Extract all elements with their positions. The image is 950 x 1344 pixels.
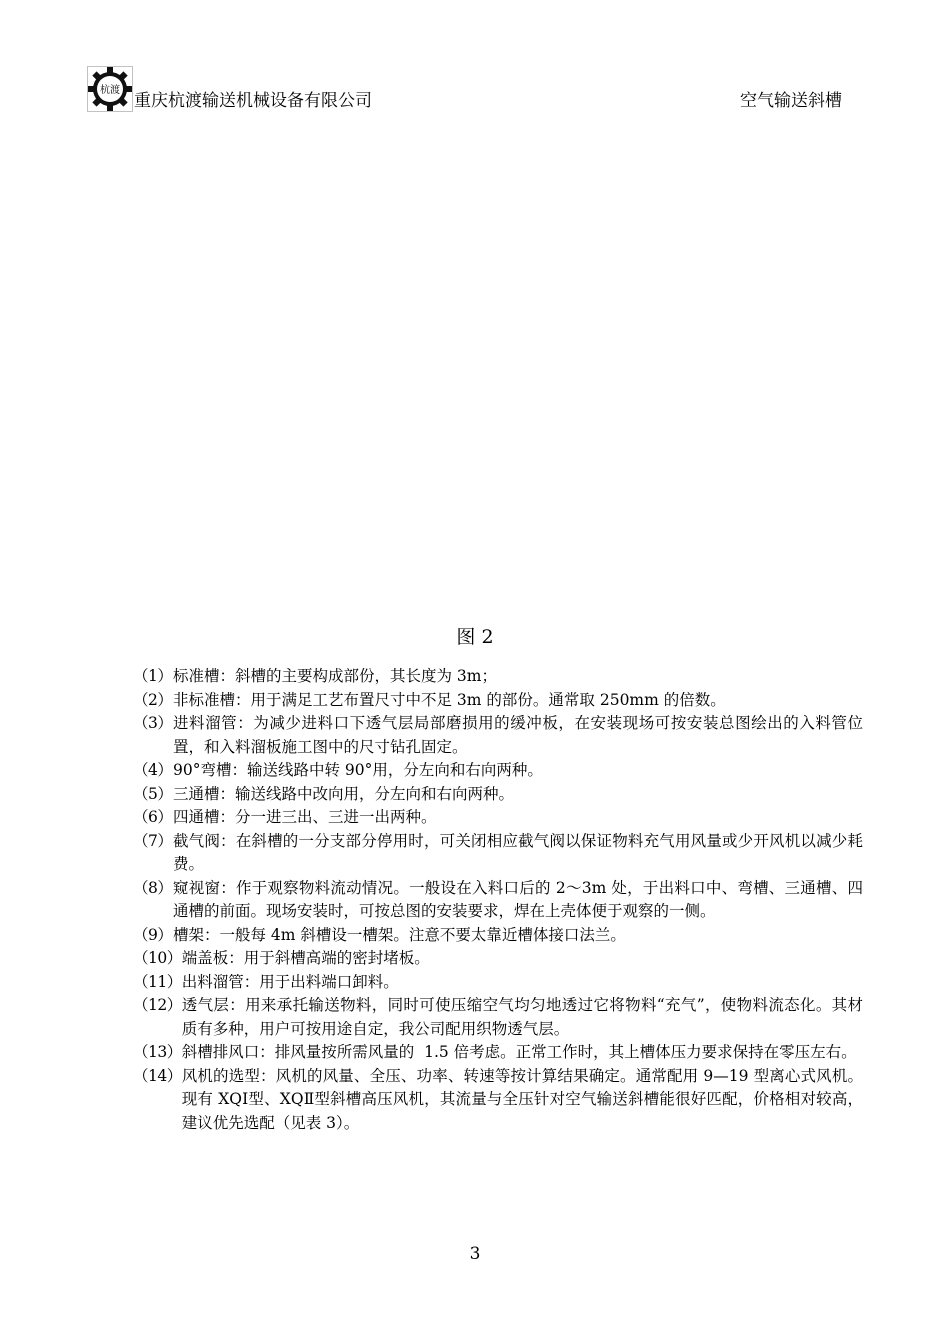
item-text: 90°弯槽：输送线路中转 90°用，分左向和右向两种。 <box>173 761 543 779</box>
item-text: 风机的选型：风机的风量、全压、功率、转速等按计算结果确定。通常配用 9—19 型离心式风机。现有 XQⅠ型、XQⅡ型斜槽高压风机，其流量与全压针对空气输送斜槽能很好匹配，价格相对较高，建议优先选配（见表 3）。 <box>181 1066 863 1132</box>
gear-logo-icon <box>87 66 133 112</box>
item-text: 非标准槽：用于满足工艺布置尺寸中不足 3m 的部份。通常取 250mm 的倍数。 <box>173 690 726 709</box>
item-number: （8） <box>133 878 173 897</box>
list-item <box>133 994 863 1041</box>
item-text: 四通槽：分一进三出、三进一出两种。 <box>173 808 437 826</box>
list-item <box>133 971 863 995</box>
item-number: （11） <box>133 972 182 991</box>
company-logo <box>87 66 133 112</box>
component-list <box>133 665 863 1135</box>
item-text: 标准槽：斜槽的主要构成部份，其长度为 3m； <box>173 667 497 685</box>
item-number: （3） <box>133 714 173 732</box>
page-number: 3 <box>469 1244 481 1264</box>
list-item <box>133 806 863 830</box>
list-item <box>133 947 863 971</box>
item-number: （5） <box>133 784 173 803</box>
item-number: （7） <box>133 831 173 850</box>
list-item <box>133 783 863 807</box>
item-number: （4） <box>133 761 173 779</box>
item-text: 斜槽排风口：排风量按所需风量的 1.5 倍考虑。正常工作时，其上槽体压力要求保持在零压左右。 <box>181 1043 857 1061</box>
item-text: 三通槽：输送线路中改向用，分左向和右向两种。 <box>173 784 515 803</box>
list-item <box>133 1041 863 1065</box>
list-item <box>133 689 863 713</box>
item-number: （6） <box>133 808 173 826</box>
list-item <box>133 830 863 877</box>
item-text: 出料溜管：用于出料端口卸料。 <box>181 972 399 991</box>
item-text: 进料溜管：为减少进料口下透气层局部磨损用的缓冲板，在安装现场可按安装总图绘出的入料管位置，和入料溜板施工图中的尺寸钻孔固定。 <box>173 714 863 756</box>
list-item <box>133 759 863 783</box>
item-number: （2） <box>133 690 173 709</box>
company-name: 重庆杭渡输送机械设备有限公司 <box>134 91 372 111</box>
item-number: （9） <box>133 925 173 944</box>
list-item <box>133 665 863 689</box>
item-text: 端盖板：用于斜槽高端的密封堵板。 <box>181 949 430 967</box>
item-number: （12） <box>133 996 182 1014</box>
document-title: 空气输送斜槽 <box>740 91 842 111</box>
logo-text: 杭渡 <box>100 85 120 96</box>
list-item <box>133 924 863 948</box>
item-text: 透气层：用来承托输送物料，同时可使压缩空气均匀地透过它将物料“充气”，使物料流态化。其材质有多种，用户可按用途自定，我公司配用织物透气层。 <box>181 996 863 1038</box>
item-text: 截气阀：在斜槽的一分支部分停用时，可关闭相应截气阀以保证物料充气用风量或少开风机以减少耗费。 <box>173 831 863 873</box>
item-number: （10） <box>133 949 182 967</box>
list-item <box>133 877 863 924</box>
item-number: （14） <box>133 1066 182 1085</box>
item-number: （1） <box>133 667 173 685</box>
figure-caption: 图 2 <box>456 626 494 648</box>
item-text: 窥视窗：作于观察物料流动情况。一般设在入料口后的 2～3m 处，于出料口中、弯槽、三通槽、四通槽的前面。现场安装时，可按总图的安装要求，焊在上壳体便于观察的一侧。 <box>173 878 863 920</box>
item-text: 槽架：一般每 4m 斜槽设一槽架。注意不要太靠近槽体接口法兰。 <box>173 925 626 944</box>
item-number: （13） <box>133 1043 182 1061</box>
list-item <box>133 1065 863 1136</box>
list-item <box>133 712 863 759</box>
